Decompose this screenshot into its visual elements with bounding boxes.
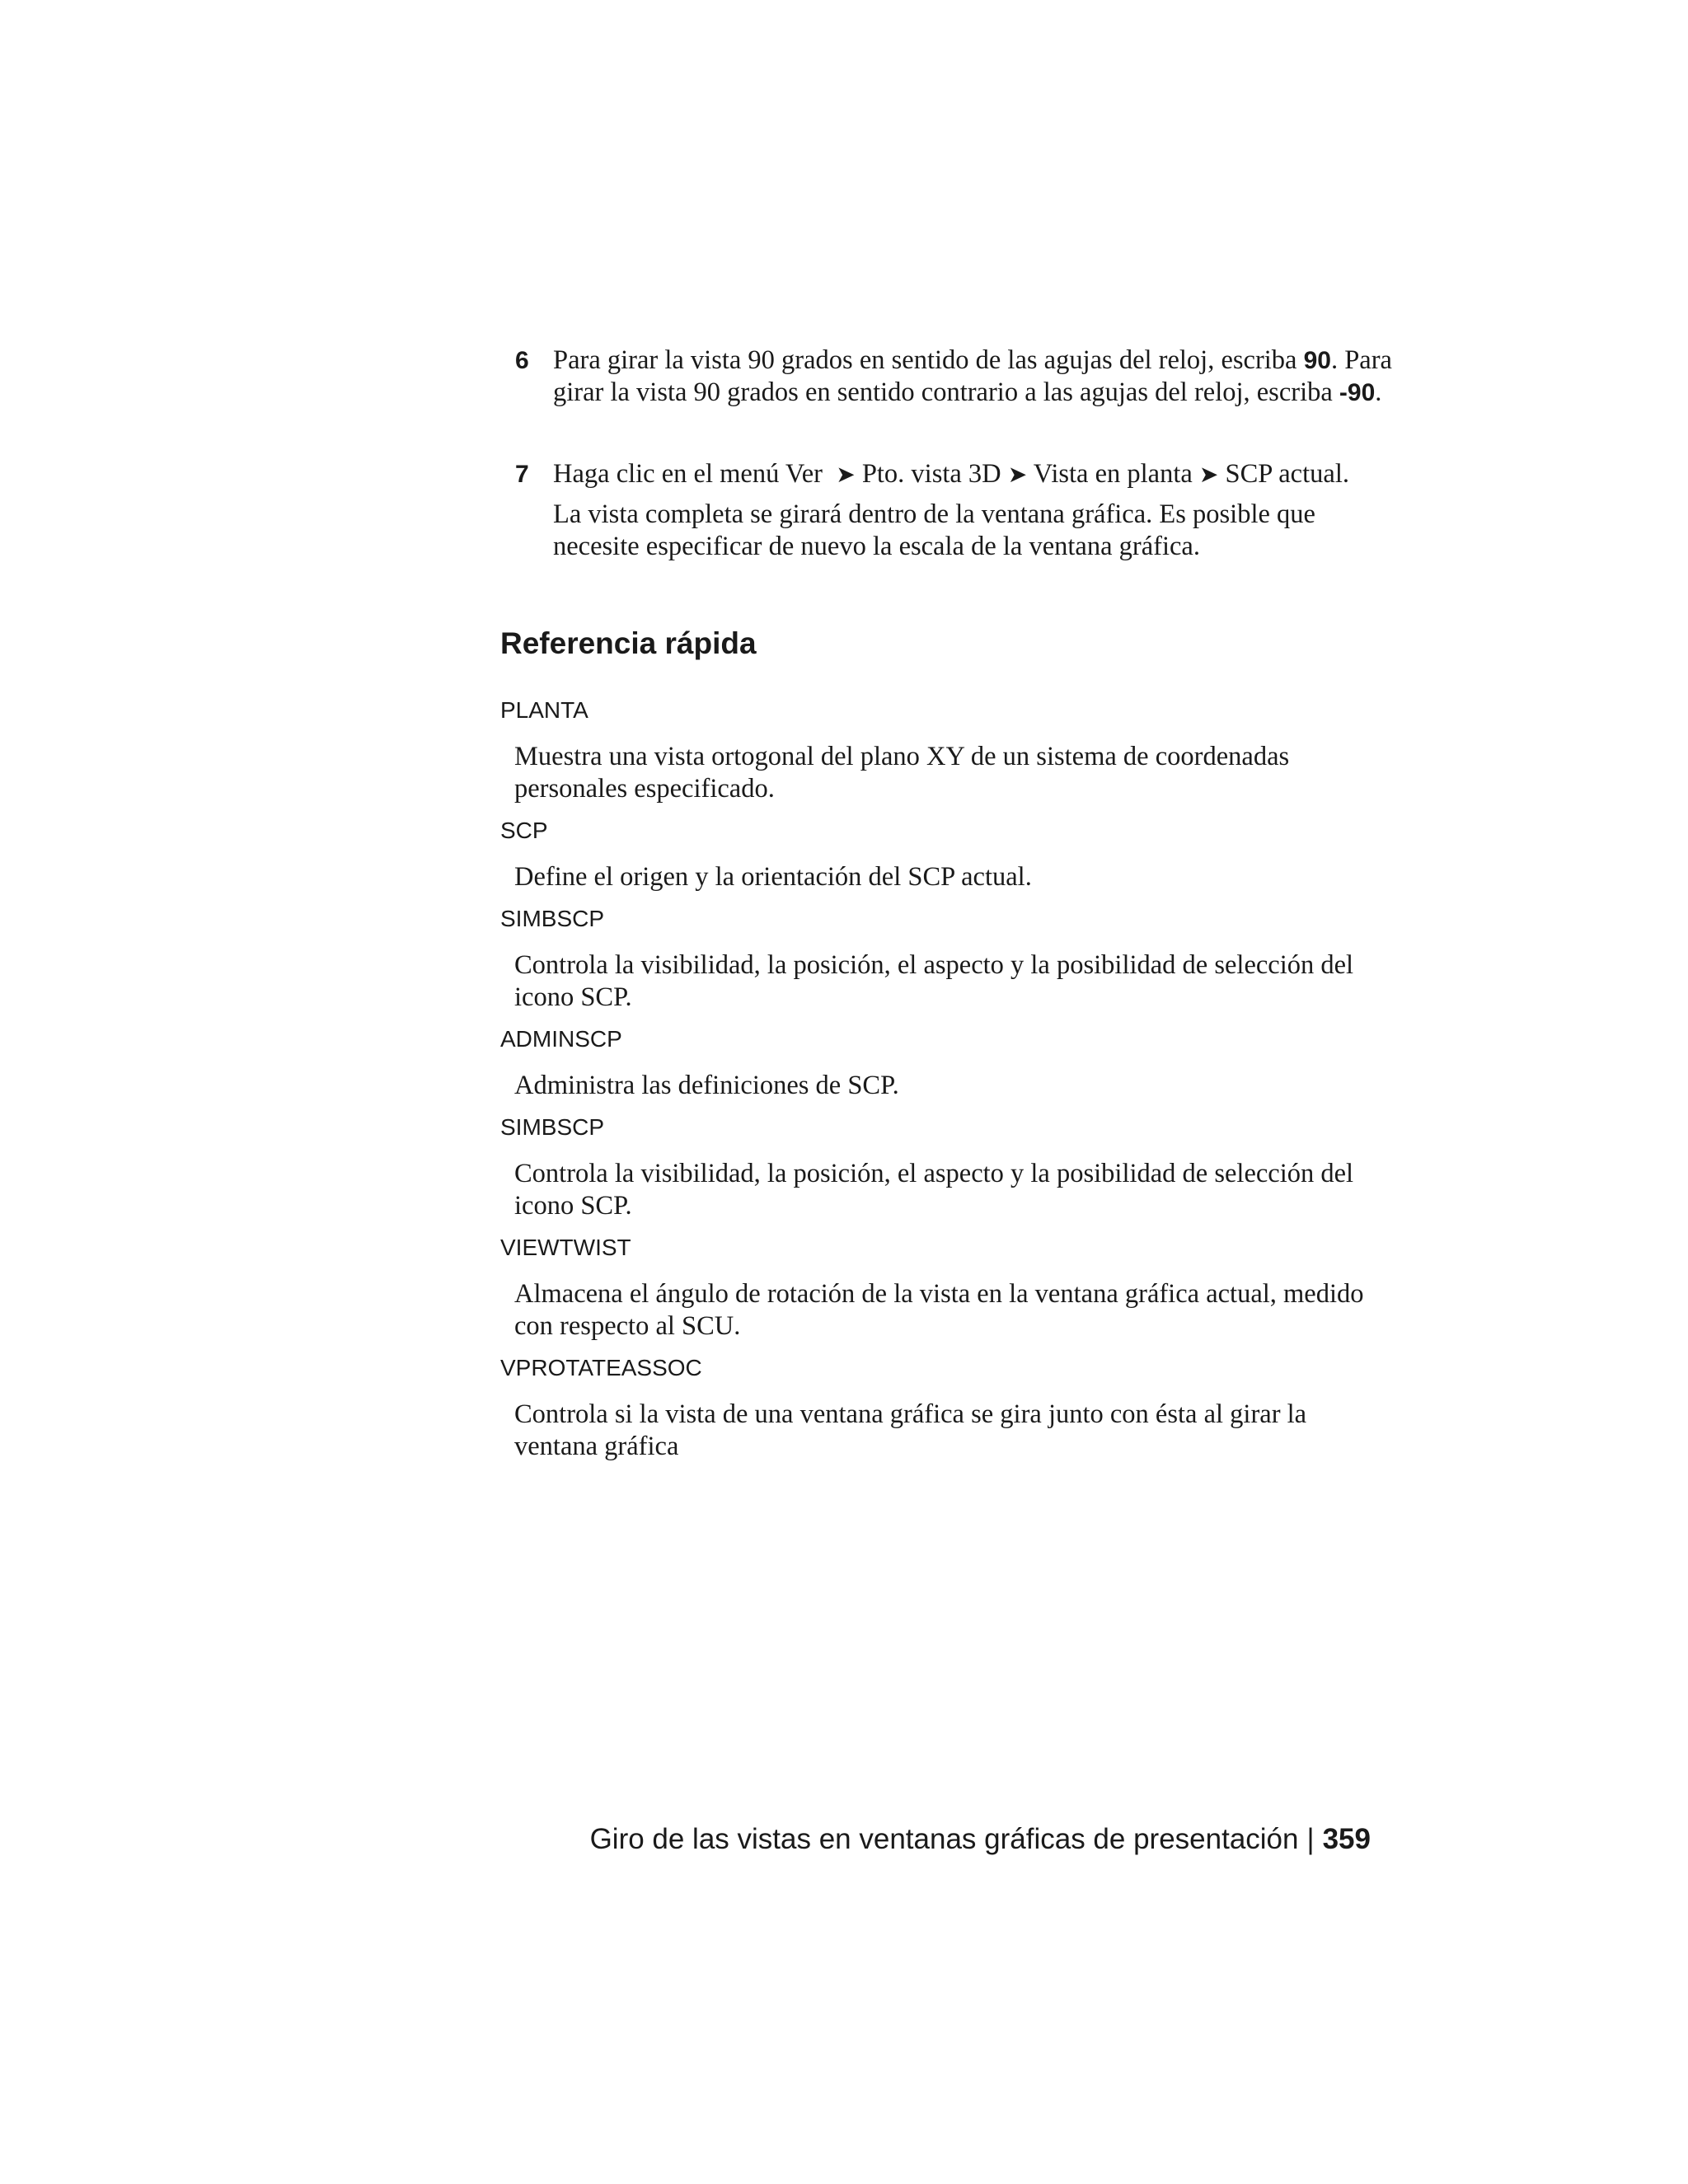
reference-term: SCP bbox=[500, 818, 548, 843]
reference-term: SIMBSCP bbox=[500, 1114, 605, 1140]
step-number: 7 bbox=[515, 461, 529, 488]
step-followup: La vista completa se girará dentro de la ventana gráfica. Es posible que necesite especificar de nuevo la escala de la ventana gráfica. bbox=[553, 499, 1315, 561]
reference-definition: Controla la visibilidad, la posición, el aspecto y la posibilidad de selección del icono SCP. bbox=[514, 950, 1354, 1012]
step-value-bold: -90 bbox=[1339, 379, 1376, 406]
step-text-part: Para girar la vista 90 grados en sentido contrario a las agujas del reloj, escriba bbox=[553, 345, 1392, 407]
step-body bbox=[553, 344, 1394, 409]
menu-arrow-icon: ➤ bbox=[1198, 461, 1219, 488]
step-text-part: Para girar la vista 90 grados en sentido de las agujas del reloj, escriba bbox=[553, 345, 1304, 375]
reference-definition: Define el origen y la orientación del SCP actual. bbox=[514, 862, 1032, 892]
step-value-bold: 90 bbox=[1303, 347, 1331, 374]
step-text bbox=[553, 344, 1394, 409]
reference-definition: Controla la visibilidad, la posición, el aspecto y la posibilidad de selección del icono SCP. bbox=[514, 1159, 1354, 1221]
reference-term: PLANTA bbox=[500, 697, 588, 723]
reference-definition: Controla si la vista de una ventana gráfica se gira junto con ésta al girar la ventana gráfica bbox=[514, 1399, 1307, 1461]
quick-reference-list bbox=[500, 696, 1407, 1474]
step-text-part: . bbox=[1330, 345, 1339, 375]
reference-definition: Administra las definiciones de SCP. bbox=[514, 1071, 899, 1100]
menu-arrow-icon: ➤ bbox=[1007, 461, 1028, 488]
menu-path bbox=[553, 458, 1394, 490]
step-number: 6 bbox=[515, 347, 529, 374]
page-footer bbox=[590, 1821, 1371, 1858]
menu-path-prefix: Haga clic en el menú Ver bbox=[553, 459, 823, 489]
reference-term: VPROTATEASSOC bbox=[500, 1355, 702, 1380]
section-title: Referencia rápida bbox=[500, 626, 757, 660]
step-body bbox=[553, 458, 1394, 563]
reference-definition: Almacena el ángulo de rotación de la vista en la ventana gráfica actual, medido con respecto al SCU. bbox=[514, 1279, 1364, 1341]
reference-definition: Muestra una vista ortogonal del plano XY de un sistema de coordenadas personales especificado. bbox=[514, 742, 1290, 804]
reference-term: SIMBSCP bbox=[500, 906, 605, 931]
footer-separator: | bbox=[1306, 1823, 1315, 1855]
page-number: 359 bbox=[1322, 1823, 1371, 1855]
menu-item-pto-vista-3d: Pto. vista 3D bbox=[861, 459, 1001, 489]
menu-arrow-icon: ➤ bbox=[836, 461, 856, 488]
chapter-title: Giro de las vistas en ventanas gráficas de presentación bbox=[589, 1823, 1299, 1855]
step-text-part: . bbox=[1375, 377, 1382, 407]
menu-item-vista-en-planta: Vista en planta bbox=[1033, 459, 1193, 489]
reference-term: VIEWTWIST bbox=[500, 1235, 631, 1260]
menu-item-scp-actual: SCP actual. bbox=[1225, 459, 1349, 489]
reference-term: ADMINSCP bbox=[500, 1026, 622, 1052]
